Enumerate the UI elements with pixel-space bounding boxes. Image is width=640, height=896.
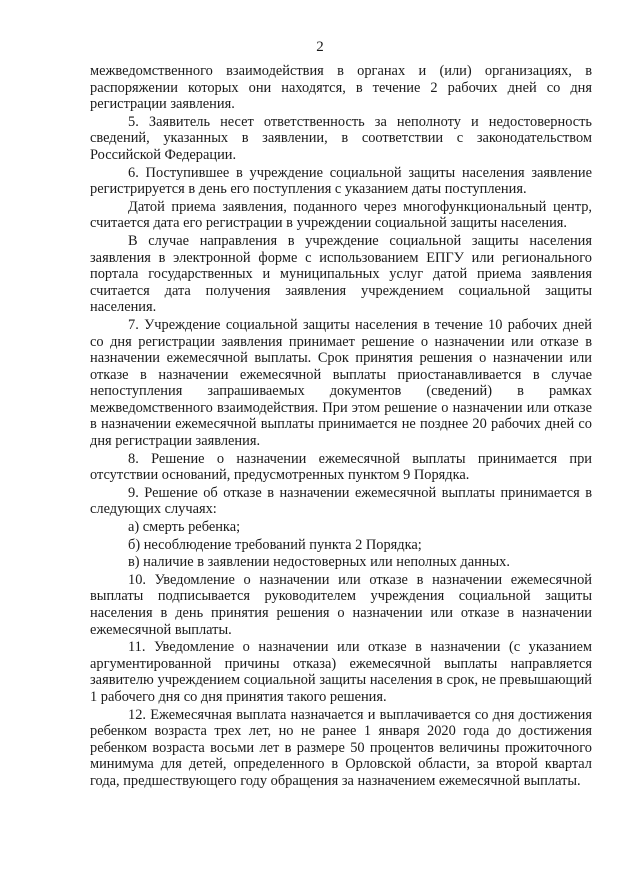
list-item-c: в) наличие в заявлении недостоверных или неполных данных.	[128, 554, 510, 571]
paragraph-item-10: 10. Уведомление о назначении или отказе в назначении ежемесячной выплаты подписывается руководителем учреждения социальной защиты населения в день принятия решения о назначении или отказе в назначении ежемесячной выплаты.	[90, 571, 592, 638]
paragraph-item-8: 8. Решение о назначении ежемесячной выплаты принимается при отсутствии оснований, предусмотренных пунктом 9 Порядка.	[90, 450, 592, 484]
paragraph-item-12: 12. Ежемесячная выплата назначается и выплачивается со дня достижения ребенком возраста трех лет, но не ранее 1 января 2020 года до достижения ребенком возраста восьми лет в размере 50 процентов величины прожиточного минимума для детей, определенного в Орловской области, за второй квартал года, предшествующего году обращения за назначением ежемесячной выплаты.	[90, 706, 592, 789]
list-item-a: а) смерть ребенка;	[128, 519, 241, 536]
paragraph-item-11: 11. Уведомление о назначении или отказе в назначении (с указанием аргументированной причины отказа) ежемесячной выплаты направляется заявителю учреждением социальной защиты населения в срок, не превышающий 1 рабочего дня со дня принятия такого решения.	[90, 639, 592, 705]
list-item-b: б) несоблюдение требований пункта 2 Порядка;	[128, 536, 422, 553]
paragraph-item-6: 6. Поступившее в учреждение социальной защиты населения заявление регистрируется в день его поступления с указанием даты поступления.	[90, 164, 592, 198]
paragraph-item-9: 9. Решение об отказе в назначении ежемесячной выплаты принимается в следующих случаях:	[90, 484, 592, 518]
page-number: 2	[316, 39, 324, 55]
paragraph-item-7: 7. Учреждение социальной защиты населения в течение 10 рабочих дней со дня регистрации заявления принимает решение о назначении или отказе в назначении ежемесячной выплаты. Срок принятия решения о назначении или отказе в назначении ежемесячной выплаты приостанавливается в случае непоступления запрашиваемых документов (сведений) в рамках межведомственного взаимодействия. При этом решение о назначении или отказе в назначении ежемесячной выплаты принимается не позднее 20 рабочих дней со дня регистрации заявления.	[90, 316, 592, 450]
document-body	[90, 63, 592, 791]
paragraph-continuation: межведомственного взаимодействия в органах и (или) организациях, в распоряжении которых они находятся, в течение 2 рабочих дней со дня регистрации заявления.	[90, 63, 592, 113]
paragraph-mfc-date: Датой приема заявления, поданного через многофункциональный центр, считается дата его регистрации в учреждении социальной защиты населения.	[90, 198, 592, 232]
paragraph-item-5: 5. Заявитель несет ответственность за неполноту и недостоверность сведений, указанных в заявлении, в соответствии с законодательством Российской Федерации.	[90, 113, 592, 163]
paragraph-electronic-form: В случае направления в учреждение социальной защиты населения заявления в электронной форме с использованием ЕПГУ или регионального портала государственных и муниципальных услуг датой приема заявления считается дата получения заявления учреждением социальной защиты населения.	[90, 232, 592, 316]
